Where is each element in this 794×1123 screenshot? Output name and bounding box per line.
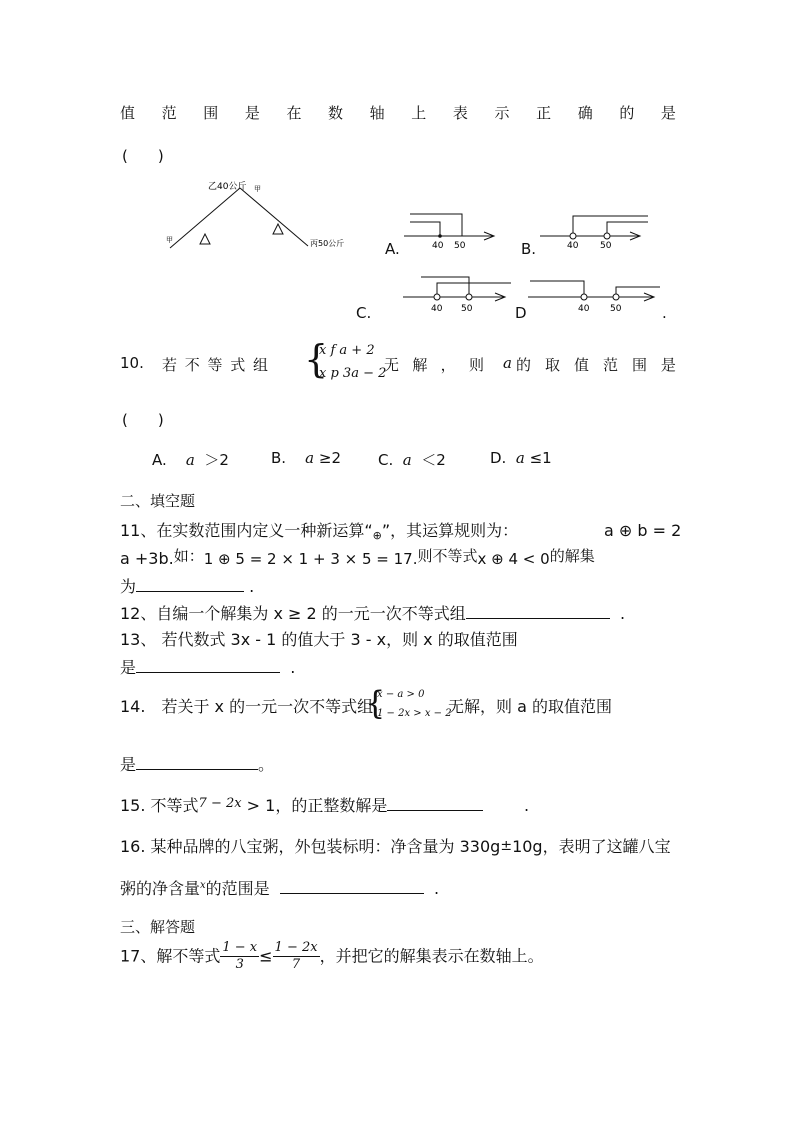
q11-line2: a +3b.如：1 ⊕ 5 = 2 × 1 + 3 × 5 = 17.则不等式x ⊕ 4 < 0的解集 bbox=[120, 547, 595, 568]
q10-char: 解 bbox=[412, 356, 428, 374]
q9-char: 表 bbox=[452, 104, 468, 122]
q9-char: 示 bbox=[494, 104, 510, 122]
q10-number: 10. bbox=[120, 354, 144, 372]
fulcrum-right-icon bbox=[273, 224, 283, 234]
solid-point-icon bbox=[438, 234, 442, 238]
answer-blank[interactable] bbox=[387, 796, 483, 811]
q10-char: 取 bbox=[544, 356, 560, 374]
range-bar-lower bbox=[410, 222, 440, 236]
q10-char: 则 bbox=[468, 356, 484, 374]
q10-system-line1: x f a + 2 bbox=[319, 343, 375, 358]
q9-char: 是 bbox=[244, 104, 260, 122]
q14-lead: 14. 若关于 x 的一元一次不等式组 bbox=[120, 697, 374, 716]
q10-answer-paren: ( ) bbox=[122, 411, 164, 429]
q16-line2: 粥的净含量$^x$的范围是 . bbox=[120, 879, 440, 898]
q9-char: 轴 bbox=[369, 104, 385, 122]
range-bar-upper bbox=[573, 216, 648, 236]
range-bar-left bbox=[530, 281, 584, 297]
range-bar-right bbox=[616, 287, 660, 297]
q14-line2: 是 。 bbox=[120, 755, 275, 774]
q10-char: 不 bbox=[184, 356, 200, 374]
fraction-right: $\frac{1 - 2x}{7}$ bbox=[274, 940, 318, 972]
hollow-point-icon bbox=[604, 233, 610, 239]
seesaw-label-left: 甲 bbox=[166, 236, 173, 244]
tick-label: 40 bbox=[431, 304, 443, 314]
range-bar-upper bbox=[421, 277, 469, 297]
q9-char: 的 bbox=[619, 104, 635, 122]
hollow-point-icon bbox=[581, 294, 587, 300]
hollow-point-icon bbox=[570, 233, 576, 239]
tick-label: 40 bbox=[432, 241, 444, 250]
q10-lead bbox=[162, 354, 268, 375]
q16-line1: 16. 某种品牌的八宝粥，外包装标明：净含量为 330g±10g，表明了这罐八宝 bbox=[120, 837, 671, 856]
q10-system-brace: { bbox=[304, 337, 329, 381]
q10-char: 式 bbox=[230, 356, 246, 374]
range-bar-lower bbox=[607, 222, 648, 236]
option-d-end-period: . bbox=[662, 304, 667, 322]
hollow-point-icon bbox=[434, 294, 440, 300]
q10-char: 等 bbox=[207, 356, 223, 374]
q9-line1 bbox=[120, 102, 676, 123]
answer-blank[interactable] bbox=[136, 658, 280, 673]
q11-rule: a ⊕ b = 2 bbox=[604, 521, 682, 540]
q9-char: 范 bbox=[161, 104, 177, 122]
q13-line2: 是 . bbox=[120, 658, 296, 677]
q10-choice-b: B. a ≥2 bbox=[271, 449, 341, 467]
q9-char: 值 bbox=[120, 104, 136, 122]
option-c-numberline bbox=[403, 270, 515, 314]
option-a-numberline bbox=[404, 208, 500, 250]
tick-label: 50 bbox=[461, 304, 473, 314]
q10-char: 范 bbox=[602, 356, 618, 374]
q14-tail: 无解，则 a 的取值范围 bbox=[448, 697, 612, 716]
q10-char: 组 bbox=[252, 356, 268, 374]
tick-label: 40 bbox=[567, 241, 579, 250]
q10-tail bbox=[384, 354, 484, 375]
q10-char: ， bbox=[440, 356, 456, 374]
seesaw-label-top-left: 乙40公斤 bbox=[208, 182, 247, 192]
seesaw-label-top-right: 甲 bbox=[254, 185, 261, 193]
section-3-title: 三、解答题 bbox=[120, 918, 196, 936]
q14-system-brace: { bbox=[365, 684, 386, 722]
range-bar-upper bbox=[410, 214, 462, 236]
tick-label: 50 bbox=[610, 304, 622, 314]
q14-system-line2: 1 − 2x > x − 2 bbox=[377, 708, 452, 719]
q10-char: 是 bbox=[660, 356, 676, 374]
q9-char: 正 bbox=[536, 104, 552, 122]
q10-char: 的 bbox=[516, 356, 532, 374]
seesaw-beam-right bbox=[240, 188, 308, 246]
q10-end bbox=[516, 354, 676, 375]
q9-char: 是 bbox=[660, 104, 676, 122]
q9-char: 在 bbox=[286, 104, 302, 122]
q15-line: 15. 不等式$^{7 - 2x}$ > 1，的正整数解是 . bbox=[120, 796, 530, 815]
q10-char: 若 bbox=[162, 356, 178, 374]
tick-label: 40 bbox=[578, 304, 590, 314]
hollow-point-icon bbox=[613, 294, 619, 300]
seesaw-figure bbox=[160, 178, 360, 258]
tick-label: 50 bbox=[600, 241, 612, 250]
hollow-point-icon bbox=[466, 294, 472, 300]
q9-char: 确 bbox=[577, 104, 593, 122]
q10-choice-d: D. a ≤1 bbox=[490, 449, 552, 467]
q10-choice-c: C. a ＜2 bbox=[378, 451, 446, 469]
option-d-letter: D bbox=[515, 304, 527, 322]
q10-system-line2: x p 3a − 2 bbox=[319, 366, 387, 381]
q11-line3: 为 . bbox=[120, 577, 255, 596]
q9-char: 围 bbox=[203, 104, 219, 122]
answer-blank[interactable] bbox=[136, 577, 244, 592]
q14-system-line1: x − a > 0 bbox=[377, 689, 425, 700]
seesaw-beam-left bbox=[170, 188, 240, 248]
answer-blank[interactable] bbox=[136, 755, 258, 770]
fraction-left: $\frac{1 - x}{3}$ bbox=[222, 940, 258, 972]
q17-line: 17、解不等式 $\frac{1 - x}{3}$ ≤ $\frac{1 - 2x}{7}$ ，并把它的解集表示在数轴上。 bbox=[120, 940, 544, 972]
q9-char: 数 bbox=[328, 104, 344, 122]
q10-char: 值 bbox=[573, 356, 589, 374]
option-d-numberline bbox=[528, 276, 662, 316]
answer-blank[interactable] bbox=[280, 879, 424, 894]
q10-char: 围 bbox=[631, 356, 647, 374]
q10-choice-a: A. a ＞2 bbox=[152, 451, 229, 469]
section-2-title: 二、填空题 bbox=[120, 492, 196, 510]
tick-label: 50 bbox=[454, 241, 466, 250]
q10-var: a bbox=[503, 354, 512, 372]
q11-line1: 11、在实数范围内定义一种新运算“⊕”，其运算规则为： bbox=[120, 521, 519, 542]
option-c-letter: C. bbox=[356, 304, 372, 322]
q9-answer-paren: ( ) bbox=[122, 147, 164, 165]
option-a-letter: A. bbox=[385, 240, 400, 258]
seesaw-label-right: 丙50公斤 bbox=[310, 239, 345, 248]
option-b-letter: B. bbox=[521, 240, 537, 258]
q10-char: 无 bbox=[384, 356, 400, 374]
fulcrum-left-icon bbox=[200, 234, 210, 244]
q12-line: 12、自编一个解集为 x ≥ 2 的一元一次不等式组 . bbox=[120, 604, 626, 623]
q9-char: 上 bbox=[411, 104, 427, 122]
answer-blank[interactable] bbox=[466, 604, 610, 619]
option-b-numberline bbox=[540, 208, 652, 250]
q13-line1: 13、 若代数式 3x - 1 的值大于 3 - x，则 x 的取值范围 bbox=[120, 630, 518, 649]
